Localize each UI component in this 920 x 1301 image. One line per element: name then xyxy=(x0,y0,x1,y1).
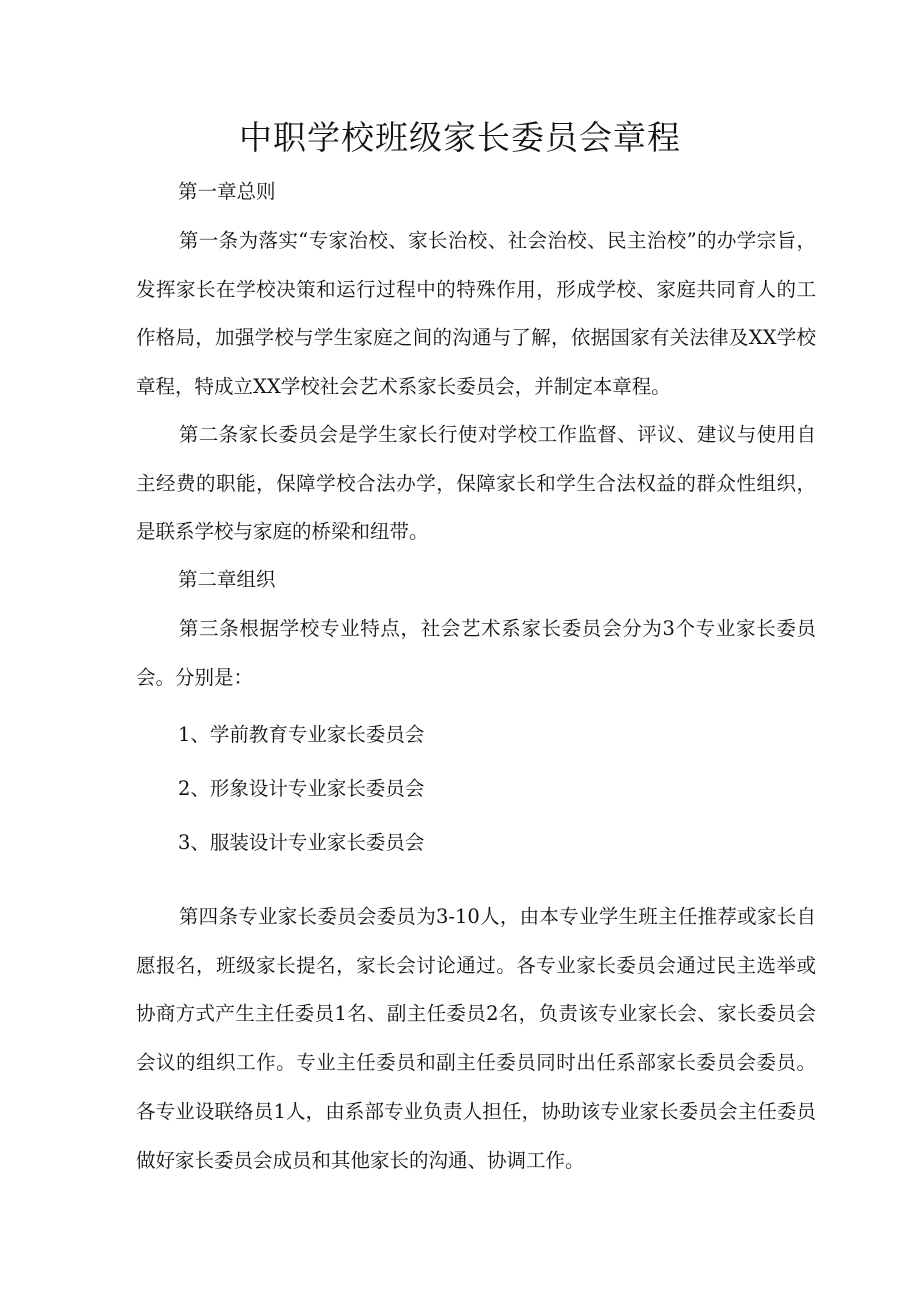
article3-paragraph: 第三条根据学校专业特点，社会艺术系家长委员会分为3个专业家长委员会。分别是： xyxy=(136,617,816,689)
article4-paragraph: 第四条专业家长委员会委员为3-10人，由本专业学生班主任推荐或家长自愿报名，班级家长提名，家长会讨论通过。各专业家长委员会通过民主选举或协商方式产生主任委员1名、副主任委员2名，负责该专业家长会、家长委员会会议的组织工作。专业主任委员和副主任委员同时出任系部家长委员会委员。各专业设联络员1人，由系部专业负责人担任，协助该专业家长委员会主任委员做好家长委员会成员和其他家长的沟通、协调工作。 xyxy=(136,905,816,1172)
committee-list-item: 2、形象设计专业家长委员会 xyxy=(178,777,425,800)
article1-paragraph: 第一条为落实“专家治校、家长治校、社会治校、民主治校”的办学宗旨，发挥家长在学校决策和运行过程中的特殊作用，形成学校、家庭共同育人的工作格局，加强学校与学生家庭之间的沟通与了解，依据国家有关法律及XX学校章程，特成立XX学校社会艺术系家长委员会，并制定本章程。 xyxy=(136,229,816,398)
committee-list-item: 3、服装设计专业家长委员会 xyxy=(178,831,425,854)
document-title: 中职学校班级家长委员会章程 xyxy=(239,118,681,157)
chapter1-heading: 第一章总则 xyxy=(178,180,276,203)
committee-list-item: 1、学前教育专业家长委员会 xyxy=(178,723,425,746)
article2-paragraph: 第二条家长委员会是学生家长行使对学校工作监督、评议、建议与使用自主经费的职能，保障学校合法办学，保障家长和学生合法权益的群众性组织，是联系学校与家庭的桥梁和纽带。 xyxy=(136,423,816,543)
chapter2-heading: 第二章组织 xyxy=(178,568,276,591)
